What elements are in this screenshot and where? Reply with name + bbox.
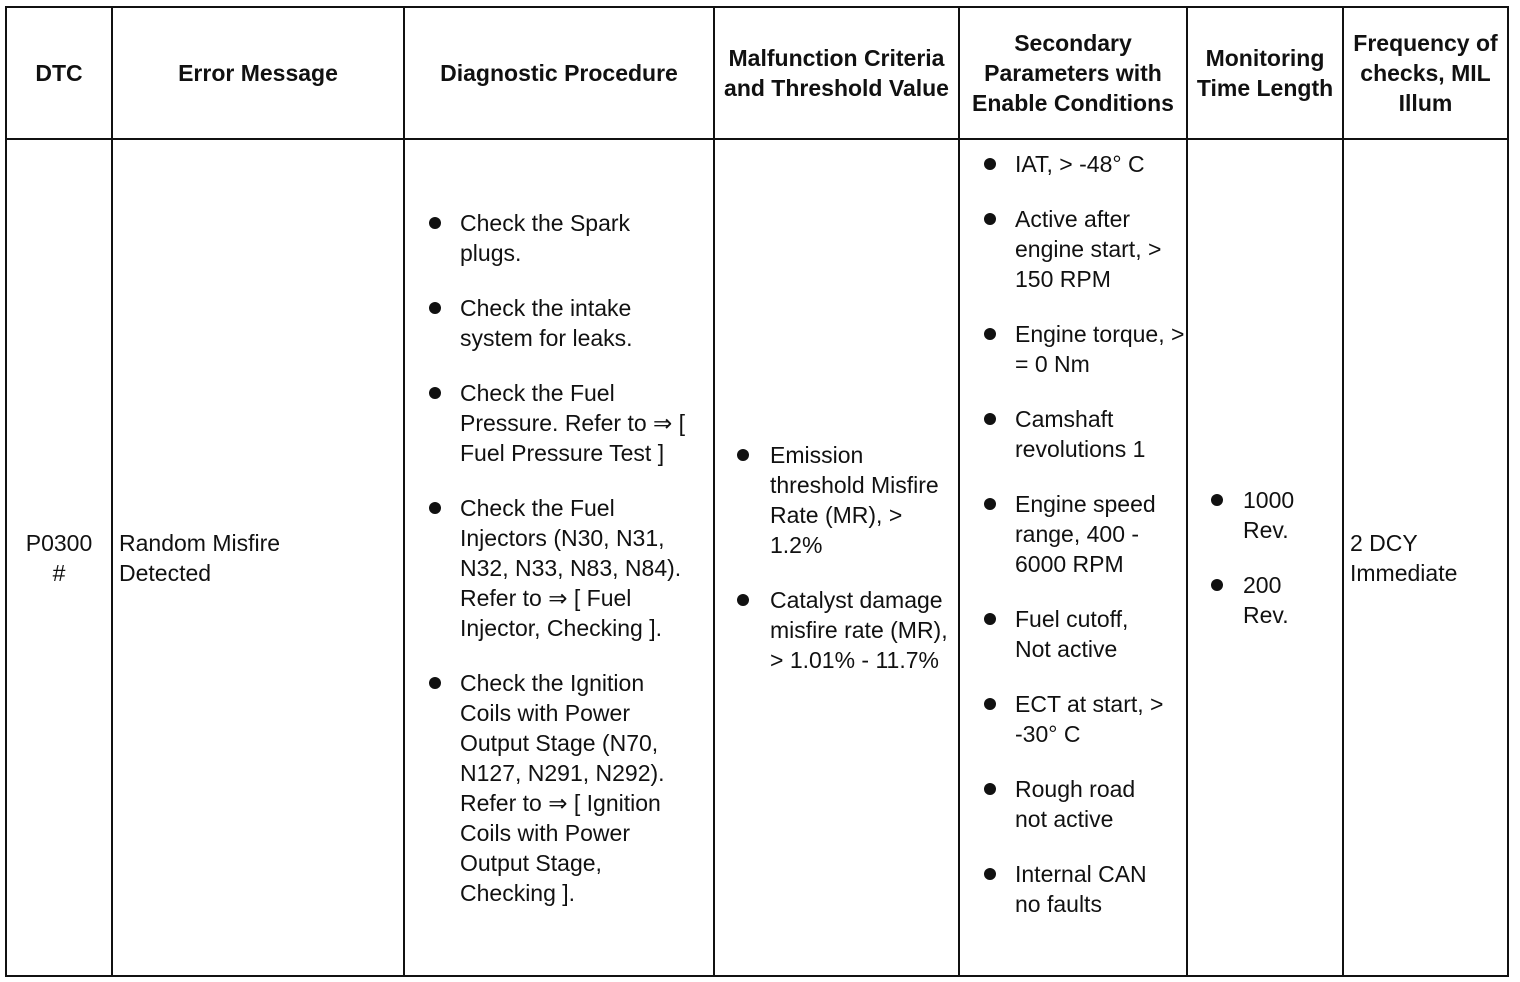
list-item-text: Check the Fuel Injectors (N30, N31, N32, N33, N83, N84). Refer to ⇒ [ Fuel Injector, Checking ].: [460, 494, 682, 641]
list-item: [984, 689, 1185, 749]
list-item-text: Active after engine start, > 150 RPM: [1015, 206, 1162, 292]
header-frequency-text: Frequency of checks, MIL Illum: [1353, 30, 1498, 116]
dtc-code: P0300: [25, 529, 93, 556]
header-malfunction-criteria-text: Malfunction Criteria and Threshold Value: [724, 45, 949, 101]
bullet-icon: [984, 698, 996, 710]
bullet-icon: [1211, 494, 1223, 506]
header-row: [6, 7, 1508, 139]
list-item: [429, 208, 650, 268]
list-item-text: Check the intake system for leaks.: [460, 294, 633, 351]
bullet-icon: [984, 158, 996, 170]
list-item: [1211, 570, 1313, 630]
list-item-text: Check the Fuel Pressure. Refer to ⇒ [ Fuel Pressure Test ]: [460, 379, 686, 466]
dtc-mark: #: [52, 559, 66, 586]
list-item-text: 200 Rev.: [1243, 572, 1289, 628]
frequency-line-1: 2 DCY: [1350, 529, 1418, 556]
list-item: [984, 149, 1185, 179]
frequency-line-2: Immediate: [1350, 559, 1458, 586]
bullet-icon: [984, 213, 996, 225]
list-item: [984, 774, 1165, 834]
bullet-icon: [737, 449, 749, 461]
header-malfunction-criteria: [714, 7, 959, 139]
bullet-icon: [429, 387, 441, 399]
list-item: [737, 585, 955, 675]
cell-monitoring-time: [1187, 139, 1343, 976]
header-error-message: Error Message: [112, 7, 404, 139]
list-item-text: Catalyst damage misfire rate (MR), > 1.01% - 11.7%: [770, 587, 948, 673]
cell-malfunction-criteria: [714, 139, 959, 976]
cell-error-message: [112, 139, 404, 976]
error-message-text: Random Misfire Detected: [119, 529, 281, 586]
diagnostic-procedure-list: [405, 208, 713, 908]
bullet-icon: [984, 613, 996, 625]
bullet-icon: [737, 594, 749, 606]
bullet-icon: [429, 302, 441, 314]
bullet-icon: [984, 498, 996, 510]
cell-diagnostic-procedure: [404, 139, 714, 976]
monitoring-time-list: [1188, 485, 1342, 630]
header-monitoring-time-text: Monitoring Time Length: [1196, 45, 1334, 101]
list-item: [984, 859, 1175, 919]
list-item: [984, 489, 1185, 579]
list-item: [984, 204, 1185, 294]
list-item: [1211, 485, 1313, 545]
list-item-text: Emission threshold Misfire Rate (MR), > 1.2%: [770, 442, 939, 558]
malfunction-criteria-list: [715, 440, 958, 675]
list-item: [429, 668, 692, 908]
header-diagnostic-procedure: Diagnostic Procedure: [404, 7, 714, 139]
list-item: [984, 604, 1165, 664]
list-item-text: Engine speed range, 400 - 6000 RPM: [1015, 491, 1156, 577]
header-dtc: DTC: [6, 7, 112, 139]
list-item-text: Internal CAN no faults: [1015, 861, 1147, 917]
list-item: [737, 440, 960, 560]
list-item: [429, 293, 660, 353]
header-monitoring-time: [1187, 7, 1343, 139]
cell-secondary-parameters: [959, 139, 1187, 976]
list-item: [984, 319, 1185, 379]
list-item: [429, 378, 711, 468]
dtc-table: [5, 6, 1509, 977]
bullet-icon: [1211, 579, 1223, 591]
bullet-icon: [984, 783, 996, 795]
header-frequency: [1343, 7, 1508, 139]
bullet-icon: [429, 502, 441, 514]
list-item: [429, 493, 705, 643]
bullet-icon: [984, 868, 996, 880]
table-row: [6, 139, 1508, 976]
list-item: [984, 404, 1175, 464]
bullet-icon: [984, 413, 996, 425]
bullet-icon: [429, 217, 441, 229]
cell-frequency: [1343, 139, 1508, 976]
bullet-icon: [429, 677, 441, 689]
bullet-icon: [984, 328, 996, 340]
list-item-text: Camshaft revolutions 1: [1015, 406, 1146, 462]
list-item-text: 1000 Rev.: [1243, 487, 1295, 543]
list-item-text: Fuel cutoff, Not active: [1015, 606, 1129, 662]
header-secondary-parameters-text: Secondary Parameters with Enable Conditions: [972, 30, 1174, 116]
header-secondary-parameters: [959, 7, 1187, 139]
list-item-text: IAT, > -48° C: [1015, 151, 1145, 177]
list-item-text: Check the Spark plugs.: [460, 209, 631, 266]
list-item-text: Engine torque, > = 0 Nm: [1015, 321, 1185, 377]
cell-dtc: [6, 139, 112, 976]
list-item-text: ECT at start, > -30° C: [1015, 691, 1164, 747]
secondary-parameters-list: [960, 140, 1186, 919]
list-item-text: Rough road not active: [1015, 776, 1136, 832]
list-item-text: Check the Ignition Coils with Power Output Stage (N70, N127, N291, N292). Refer to ⇒ [ Ignition Coils with Power Output Stage, Checking ].: [460, 669, 665, 906]
